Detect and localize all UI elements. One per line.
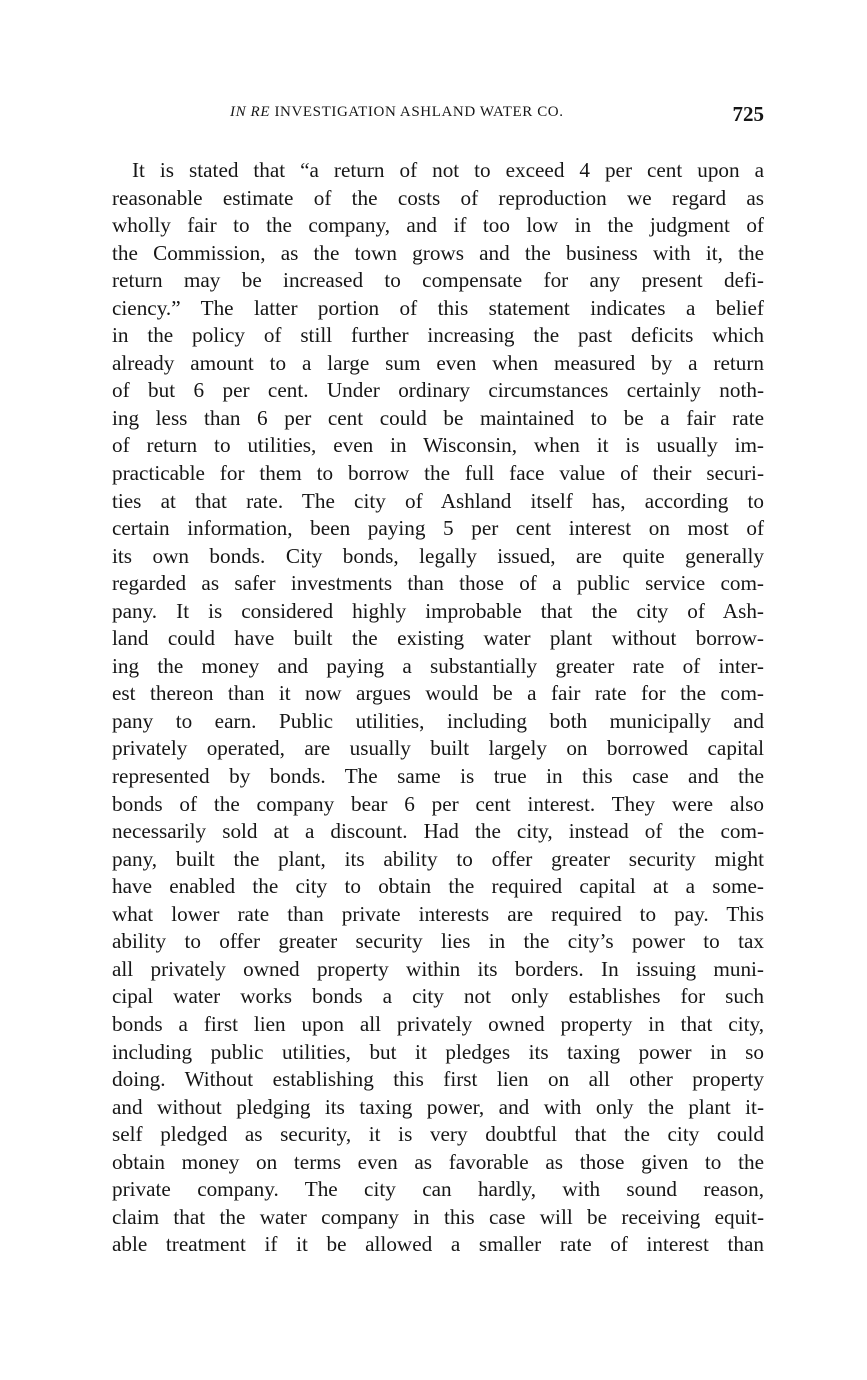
text-line: ties at that rate. The city of Ashland itself has, according to bbox=[112, 488, 764, 513]
text-line: obtain money on terms even as favorable as those given to the bbox=[112, 1149, 764, 1174]
text-line: est thereon than it now argues would be a fair rate for the com- bbox=[112, 681, 764, 706]
text-line: ciency.” The latter portion of this statement indicates a belief bbox=[112, 295, 764, 320]
text-line: already amount to a large sum even when measured by a return bbox=[112, 350, 764, 375]
text-line: doing. Without establishing this first lien on all other property bbox=[112, 1067, 764, 1092]
text-line: able treatment if it be allowed a smaller rate of interest than bbox=[112, 1232, 764, 1257]
text-line: ing the money and paying a substantially greater rate of inter- bbox=[112, 653, 764, 678]
case-prefix: IN RE bbox=[230, 104, 271, 120]
text-line: reasonable estimate of the costs of reproduction we regard as bbox=[112, 185, 764, 210]
text-line: represented by bonds. The same is true in this case and the bbox=[112, 764, 764, 789]
running-title bbox=[230, 104, 564, 121]
text-line: bonds of the company bear 6 per cent interest. They were also bbox=[112, 791, 764, 816]
text-line: self pledged as security, it is very doubtful that the city could bbox=[112, 1122, 764, 1147]
text-line: certain information, been paying 5 per cent interest on most of bbox=[112, 516, 764, 541]
text-line: cipal water works bonds a city not only establishes for such bbox=[112, 984, 764, 1009]
text-line: bonds a first lien upon all privately owned property in that city, bbox=[112, 1011, 764, 1036]
text-line: pany to earn. Public utilities, including both municipally and bbox=[112, 708, 764, 733]
text-line: ing less than 6 per cent could be maintained to be a fair rate bbox=[112, 405, 764, 430]
text-line: wholly fair to the company, and if too low in the judgment of bbox=[112, 213, 764, 238]
text-line: privately operated, are usually built largely on borrowed capital bbox=[112, 736, 764, 761]
text-line: pany, built the plant, its ability to offer greater security might bbox=[112, 846, 764, 871]
text-line: regarded as safer investments than those of a public service com- bbox=[112, 571, 764, 596]
text-line: practicable for them to borrow the full face value of their securi- bbox=[112, 461, 764, 486]
text-line: what lower rate than private interests are required to pay. This bbox=[112, 901, 764, 926]
text-line: It is stated that “a return of not to exceed 4 per cent upon a bbox=[132, 158, 764, 182]
case-title: INVESTIGATION ASHLAND WATER CO. bbox=[274, 104, 564, 120]
text-line: its own bonds. City bonds, legally issued, are quite generally bbox=[112, 543, 764, 568]
page-number: 725 bbox=[732, 102, 764, 126]
text-line: of but 6 per cent. Under ordinary circumstances certainly noth- bbox=[112, 378, 764, 403]
running-header bbox=[112, 100, 764, 130]
text-line: all privately owned property within its borders. In issuing muni- bbox=[112, 956, 764, 981]
body-paragraph bbox=[112, 157, 764, 1259]
text-line: pany. It is considered highly improbable that the city of Ash- bbox=[112, 598, 764, 623]
text-line: in the policy of still further increasing the past deficits which bbox=[112, 323, 764, 348]
text-line: have enabled the city to obtain the required capital at a some- bbox=[112, 874, 764, 899]
text-line: including public utilities, but it pledges its taxing power in so bbox=[112, 1039, 764, 1064]
text-line: of return to utilities, even in Wisconsin, when it is usually im- bbox=[112, 433, 764, 458]
text-line: land could have built the existing water plant without borrow- bbox=[112, 626, 764, 651]
text-line: the Commission, as the town grows and the business with it, the bbox=[112, 240, 764, 265]
text-line: private company. The city can hardly, with sound reason, bbox=[112, 1177, 764, 1202]
text-line: necessarily sold at a discount. Had the city, instead of the com- bbox=[112, 819, 764, 844]
text-line: ability to offer greater security lies in the city’s power to tax bbox=[112, 929, 764, 954]
text-line: claim that the water company in this case will be receiving equit- bbox=[112, 1204, 764, 1229]
text-line: return may be increased to compensate for any present defi- bbox=[112, 268, 764, 293]
text-line: and without pledging its taxing power, and with only the plant it- bbox=[112, 1094, 764, 1119]
